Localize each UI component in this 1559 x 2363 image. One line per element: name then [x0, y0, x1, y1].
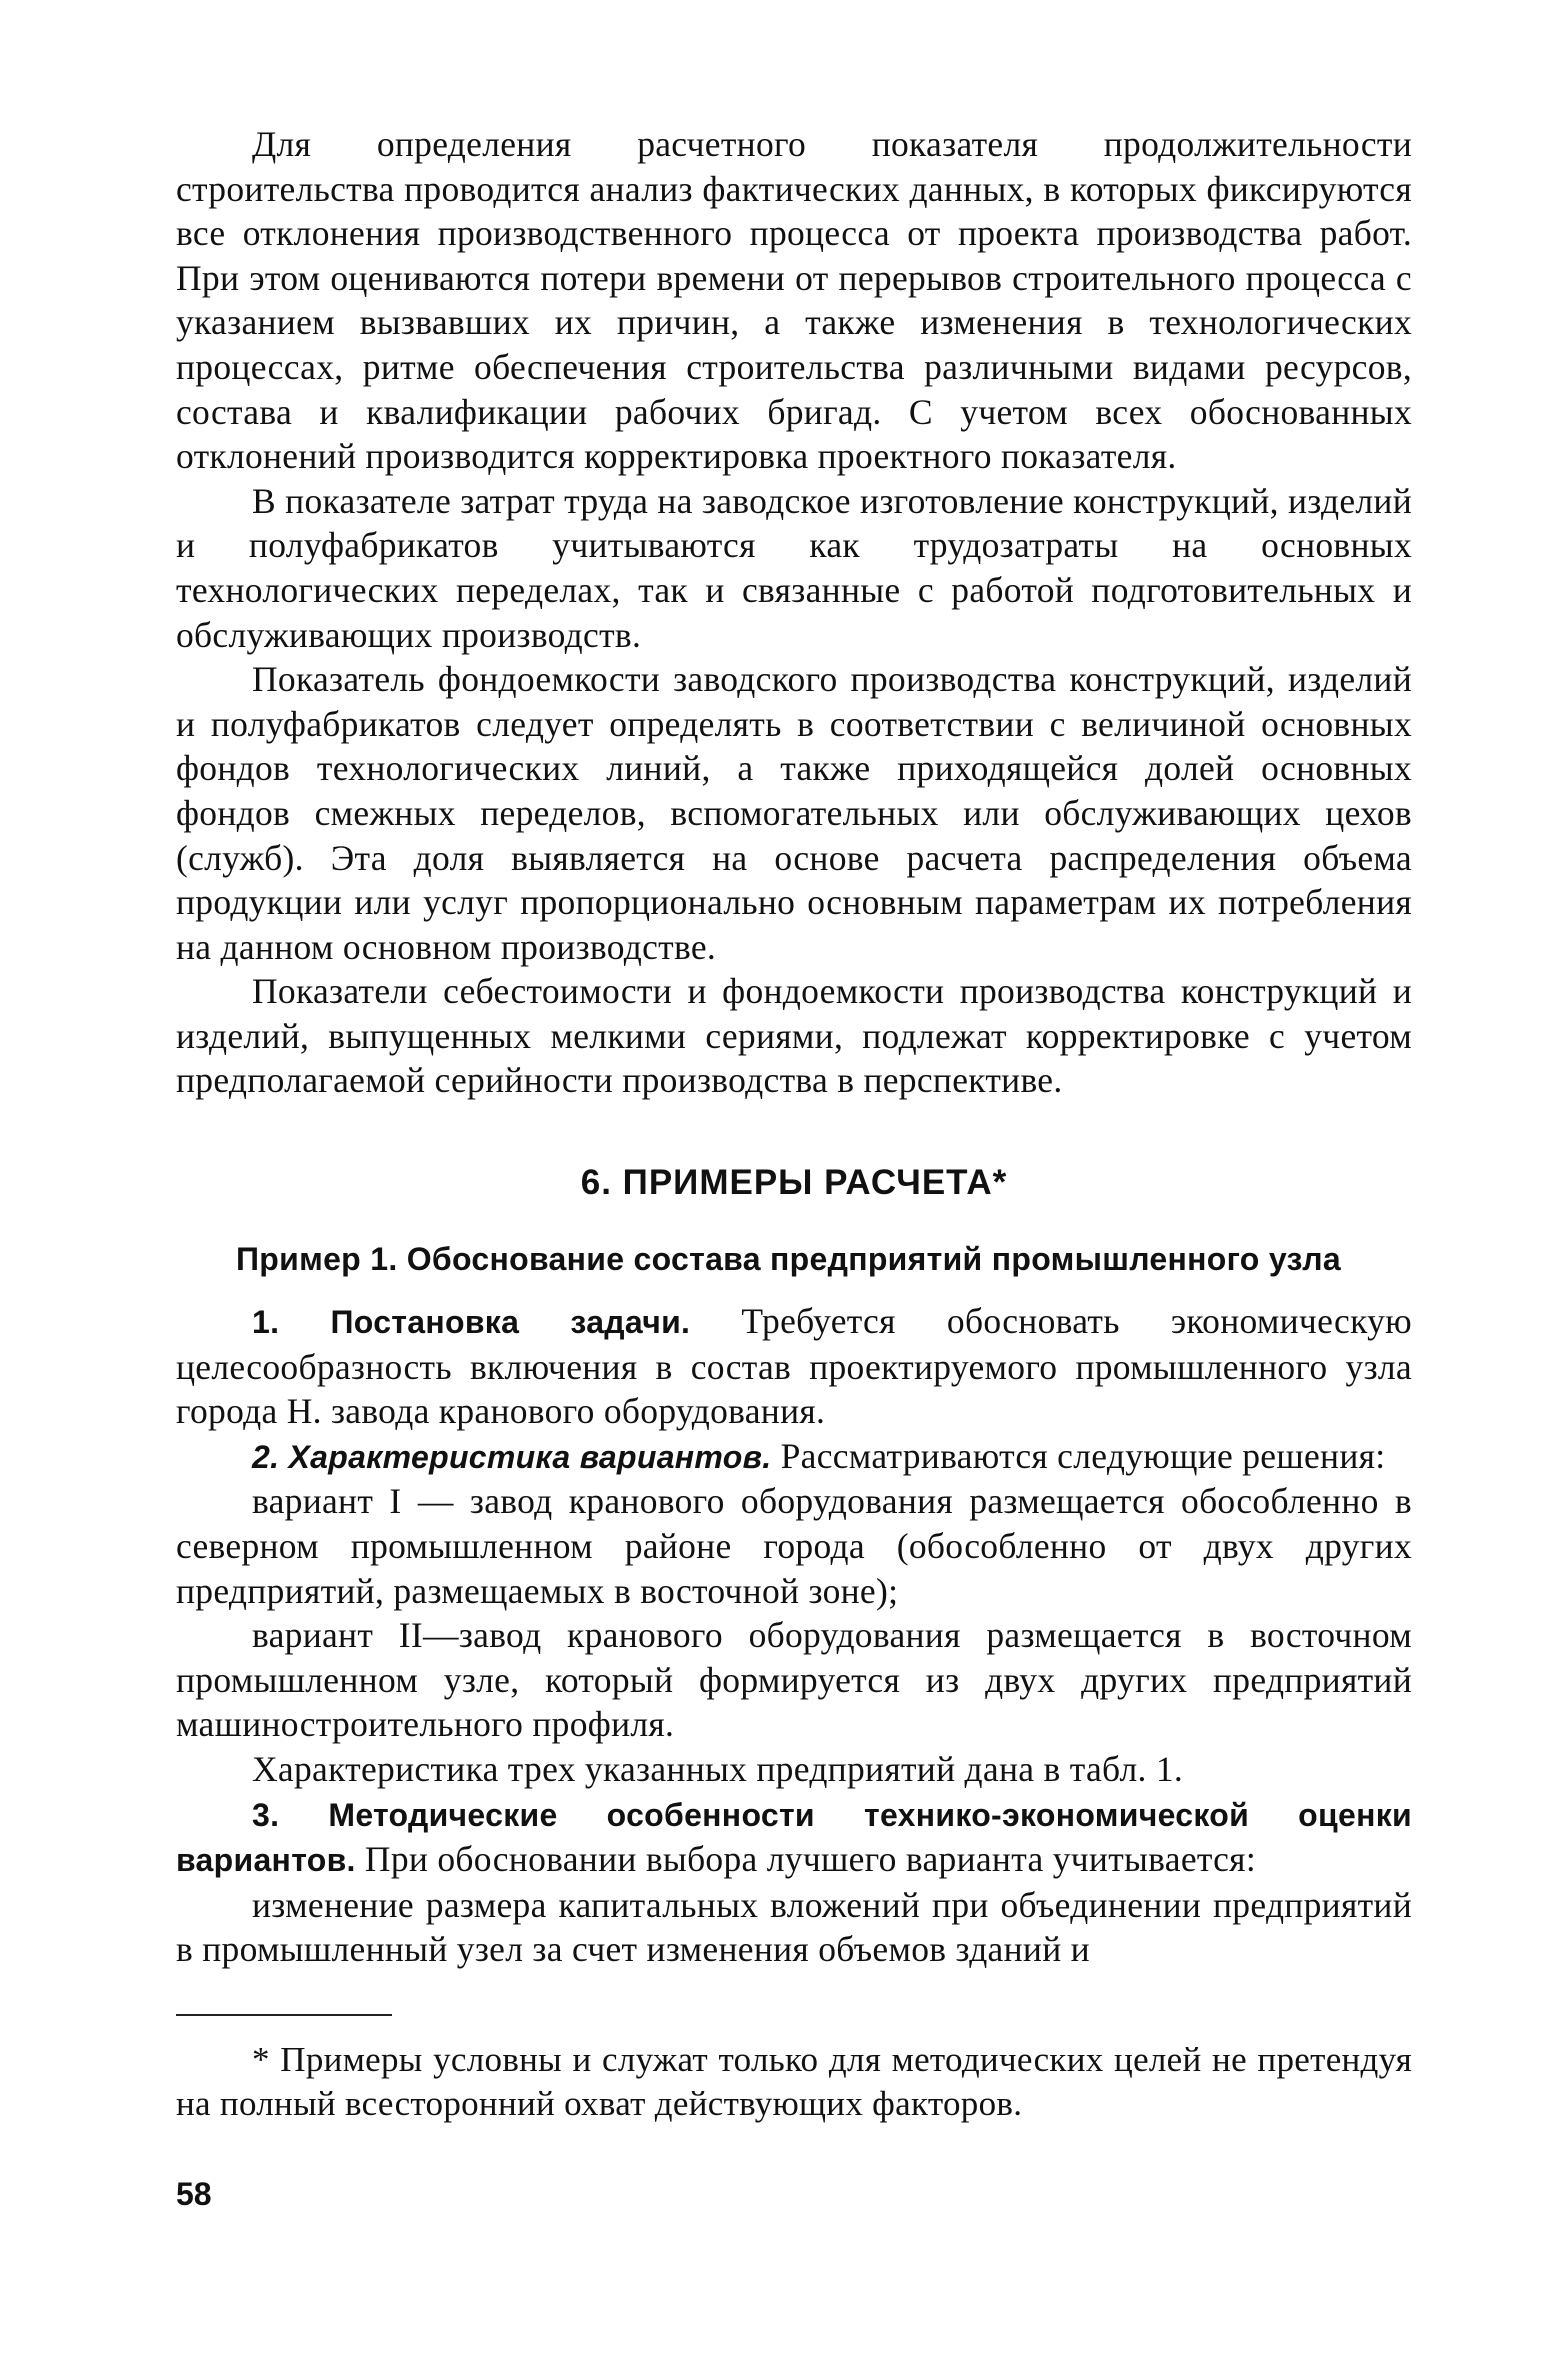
- variant-2: вариант II—завод кранового оборудования размещается в восточном промышленном узле, который формируется из двух других предприятий машиностроительного профиля.: [176, 1615, 1412, 1745]
- item-2-lead: 2. Характеристика вариантов.: [252, 1438, 772, 1475]
- paragraph-2: В показателе затрат труда на заводское изготовление конструкций, изделий и полуфабрикатов учитываются как трудозатраты на основных технологических переделах, так и связанные с работой подготовительных и обслуживающих производств.: [176, 480, 1412, 655]
- page-body: [176, 122, 1412, 2126]
- item-2-text: Рассматриваются следующие решения:: [771, 1435, 1386, 1476]
- example-title: Пример 1. Обоснование состава предприятий промышленного узла: [236, 1241, 1342, 1278]
- page-number: 58: [176, 2176, 212, 2212]
- paragraph-4: Показатели себестоимости и фондоемкости производства конструкций и изделий, выпущенных мелкими сериями, подлежат корректировке с учетом предполагаемой серийности производства в перспективе.: [176, 971, 1412, 1101]
- item-1: [176, 1299, 1412, 1434]
- item-3: [176, 1792, 1412, 1883]
- footnote-divider: [176, 2014, 392, 2016]
- item-3-text: При обосновании выбора лучшего варианта учитывается:: [355, 1839, 1256, 1880]
- item-1-text: Требуется обосновать экономическую целесообразность включения в состав проектируемого промышленного узла города Н. завода кранового оборудования.: [176, 1301, 1412, 1432]
- paragraph-3: Показатель фондоемкости заводского производства конструкций, изделий и полуфабрикатов следует определять в соответствии с величиной основных фондов технологических линий, а также приходящейся долей основных фондов смежных переделов, вспомогательных или обслуживающих цехов (служб). Эта доля выявляется на основе расчета распределения объема продукции или услуг пропорционально основным параметрам их потребления на данном основном производстве.: [176, 659, 1412, 967]
- item-3-lead: 3. Методические особенности технико-экономической оценки вариантов.: [176, 1796, 1412, 1879]
- variant-1: вариант I — завод кранового оборудования размещается обособленно в северном промышленном районе города (обособленно от двух других предприятий, размещаемых в восточной зоне);: [176, 1481, 1412, 1611]
- section-heading: 6. ПРИМЕРЫ РАСЧЕТА*: [580, 1163, 1008, 1203]
- footnote: * Примеры условны и служат только для методических целей не претендуя на полный всесторонний охват действующих факторов.: [176, 2039, 1412, 2123]
- item-1-lead: 1. Постановка задачи.: [252, 1304, 691, 1341]
- table-reference: Характеристика трех указанных предприятий дана в табл. 1.: [252, 1749, 1184, 1789]
- item-2: [176, 1434, 1412, 1480]
- item-3-continuation: изменение размера капитальных вложений при объединении предприятий в промышленный узел за счет изменения объемов зданий и: [176, 1884, 1412, 1970]
- paragraph-1: Для определения расчетного показателя продолжительности строительства проводится анализ фактических данных, в которых фиксируются все отклонения производственного процесса от проекта производства работ. При этом оцениваются потери времени от перерывов строительного процесса с указанием вызвавших их причин, а также изменения в технологических процессах, ритме обеспечения строительства различными видами ресурсов, состава и квалификации рабочих бригад. С учетом всех обоснованных отклонений производится корректировка проектного показателя.: [176, 124, 1412, 477]
